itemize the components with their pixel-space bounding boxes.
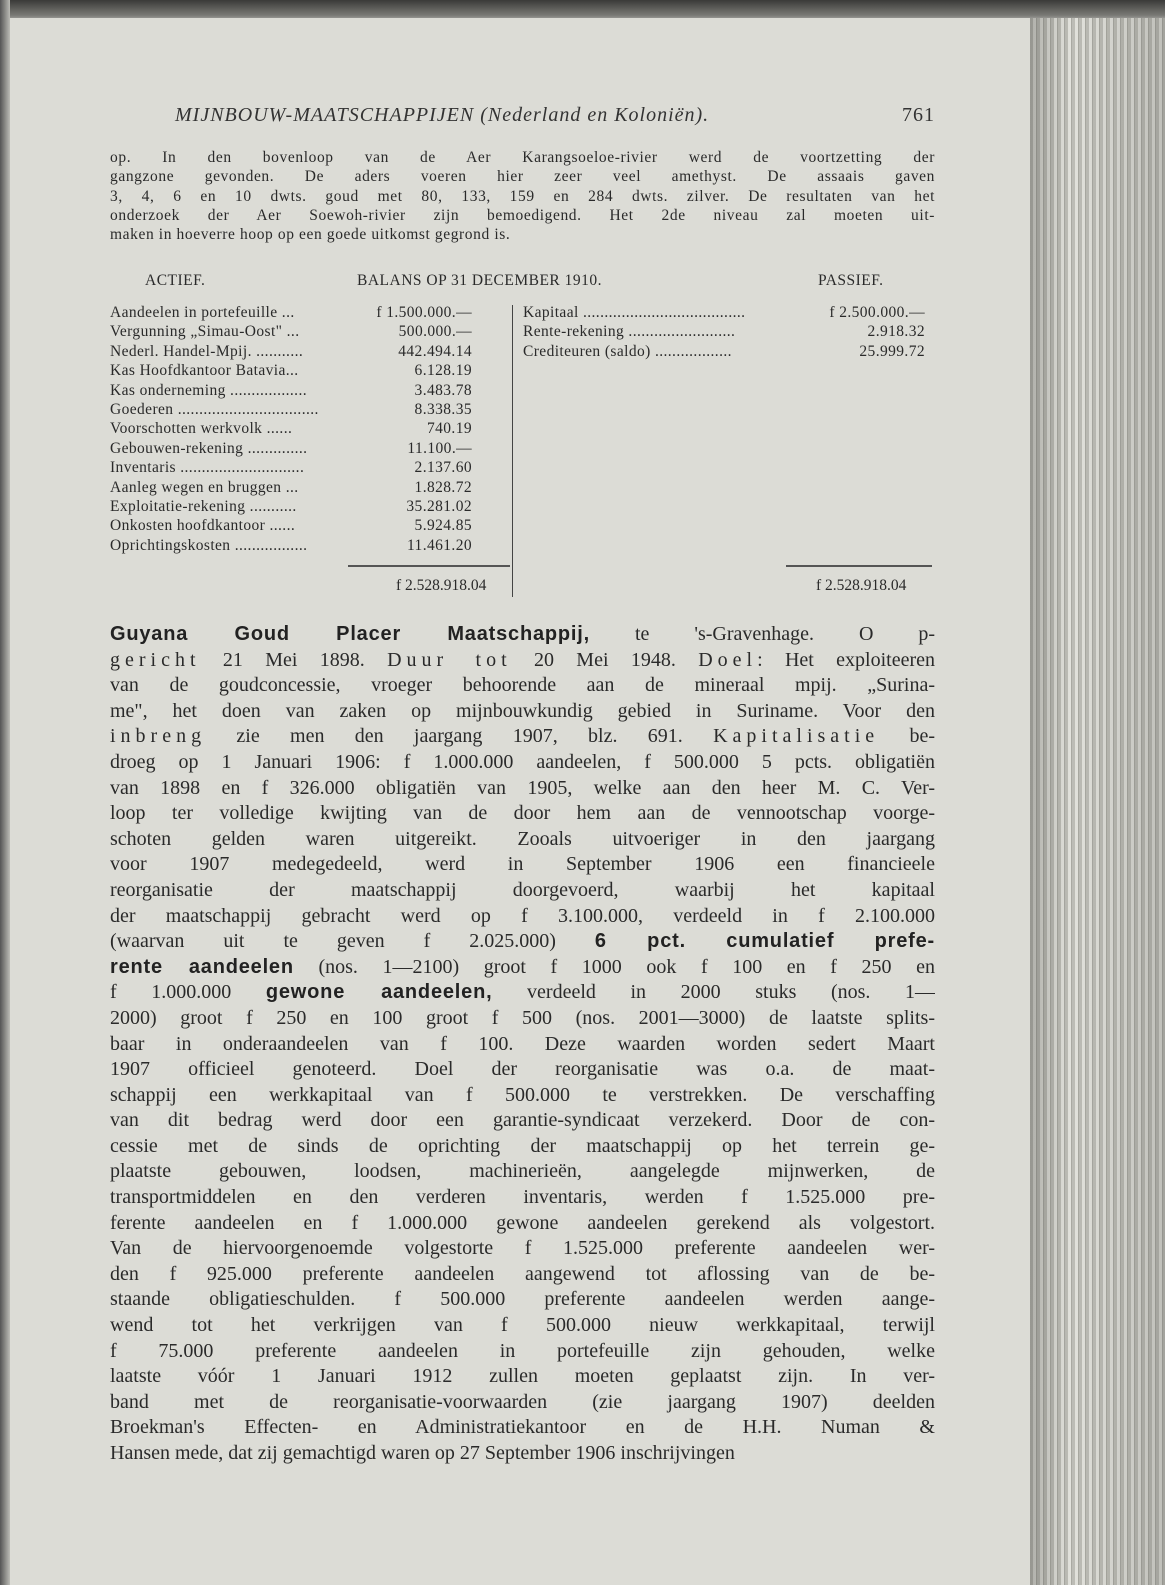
row-amount: 25.999.72 [859,342,925,360]
text-segment: band met de reorganisatie-voorwaarden (zie jaargang 1907) deelden [110,1390,935,1413]
row-label: Kas onderneming .................. [110,381,307,399]
row-label: Oprichtingskosten ................. [110,536,308,554]
header-title: MIJNBOUW-MAATSCHAPPIJEN (Nederland en Koloniën). [175,104,710,126]
text-segment: be- [879,725,935,748]
actief-row [110,322,472,341]
text-segment: (waarvan uit te geven f 2.025.000) [110,930,595,953]
body-line [110,1211,935,1237]
body-line [110,1415,935,1441]
row-label: Gebouwen-rekening .............. [110,439,308,457]
row-amount: 500.000.— [398,323,472,341]
actief-heading: ACTIEF. [145,272,206,289]
text-segment: me", het doen van zaken op mijnbouwkundig gebied in Suriname. Voor den [110,699,935,722]
body-line [110,776,935,802]
passief-table [523,303,925,361]
body-line [110,750,935,776]
body-line [110,1390,935,1416]
text-segment: Hansen mede, dat zij gemachtigd waren op 27 September 1906 inschrijvingen [110,1442,735,1464]
text-segment: 20 Mei 1948. [511,648,699,671]
actief-row [110,419,472,438]
row-amount: 2.137.60 [414,459,472,477]
balance-title: BALANS OP 31 DECEMBER 1910. [357,272,603,289]
intro-line: onderzoek der Aer Soewoh-rivier zijn bemoedigend. Het 2de niveau zal moeten uit- [110,206,935,224]
text-segment: den f 925.000 preferente aandeelen aangewend tot aflossing van de be- [110,1262,935,1285]
text-segment: baar in onderaandeelen van f 100. Deze waarden worden sedert Maart [110,1032,935,1055]
text-segment: (nos. 1—2100) groot f 1000 ook f 100 en f 250 en [293,955,935,978]
passief-row [523,322,925,341]
row-amount: 740.19 [426,420,472,438]
actief-row [110,439,472,458]
passief-row [523,303,925,322]
text-segment: loop ter volledige kwijting van de door hem aan de vennootschap voorge- [110,802,935,825]
row-amount: 1.828.72 [414,478,472,496]
actief-row [110,497,472,516]
intro-line: maken in hoeverre hoop op een goede uitkomst gegrond is. [110,226,511,244]
actief-row [110,342,472,361]
passief-heading: PASSIEF. [818,272,884,289]
text-segment: f 1.000.000 [110,981,266,1004]
body-line [110,1441,935,1467]
text-segment: staande obligatieschulden. f 500.000 preferente aandeelen werden aange- [110,1288,935,1311]
body-line [110,1032,935,1058]
bold-term: rente aandeelen [110,955,294,978]
text-segment: van de goudconcessie, vroeger behoorende aan de mineraal mpij. „Surina- [110,674,935,697]
text-segment: transportmiddelen en den verderen inventaris, werden f 1.525.000 pre- [110,1186,935,1209]
body-line [110,1364,935,1390]
text-segment: 21 Mei 1898. [200,648,388,671]
intro-paragraph [110,148,935,244]
row-label: Voorschotten werkvolk ...... [110,420,293,438]
body-line [110,673,935,699]
body-line [110,980,935,1006]
body-line [110,1083,935,1109]
actief-row [110,516,472,535]
page-stack-edge [1030,18,1165,1585]
text-segment: plaatste gebouwen, loodsen, machinerieën, aangelegde mijnwerken, de [110,1160,935,1183]
text-segment: schappij een werkkapitaal van f 500.000 te verstrekken. De verschaffing [110,1083,935,1106]
body-line [110,1057,935,1083]
running-header [175,104,935,127]
body-line [110,852,935,878]
body-line [110,1313,935,1339]
row-amount: f 2.500.000.— [829,304,925,321]
row-amount: 6.128.19 [414,362,472,380]
row-label: Crediteuren (saldo) .................. [523,342,732,360]
body-line [110,801,935,827]
actief-row [110,361,472,380]
bold-term: gewone aandeelen, [265,981,493,1004]
company-entry-guyana-goud-placer [110,622,935,1467]
row-amount: 2.918.32 [867,323,925,341]
row-label: Kas Hoofdkantoor Batavia... [110,362,299,380]
actief-row [110,478,472,497]
page-number: 761 [902,104,935,126]
actief-row [110,381,472,400]
text-segment: Van de hiervoorgenoemde volgestorte f 1.525.000 preferente aandeelen wer- [110,1237,935,1260]
body-line [110,1108,935,1134]
actief-sum-rule [348,565,510,567]
row-amount: 11.461.20 [406,536,472,554]
text-segment: verdeeld in 2000 stuks (nos. 1— [492,981,935,1004]
row-label: Inventaris ............................. [110,459,305,477]
text-segment: droeg op 1 Januari 1906: f 1.000.000 aandeelen, f 500.000 5 pcts. obligatiën [110,750,935,773]
actief-total: f 2.528.918.04 [396,577,487,594]
text-segment: schoten gelden waren uitgereikt. Zooals uitvoeriger in den jaargang [110,827,935,850]
row-amount: 442.494.14 [398,342,472,360]
row-label: Aandeelen in portefeuille ... [110,304,295,321]
row-label: Kapitaal ...................................... [523,304,746,321]
body-line [110,1185,935,1211]
passief-row [523,342,925,361]
text-segment: voor 1907 medegedeeld, werd in September 1906 een financieele [110,853,935,876]
text-segment: zie men den jaargang 1907, blz. 691. [206,725,714,748]
row-amount: 8.338.35 [414,400,472,418]
text-segment: f 75.000 preferente aandeelen in portefeuille zijn gehouden, welke [110,1339,935,1362]
actief-row [110,536,472,555]
passief-total: f 2.528.918.04 [816,577,907,594]
row-label: Aanleg wegen en bruggen ... [110,478,299,496]
text-segment: laatste vóór 1 Januari 1912 zullen moeten geplaatst zijn. In ver- [110,1365,935,1388]
row-label: Onkosten hoofdkantoor ...... [110,517,296,535]
text-segment: ferente aandeelen en f 1.000.000 gewone aandeelen gerekend als volgestort. [110,1211,935,1234]
bold-term: 6 pct. cumulatief prefe- [594,930,935,953]
row-label: Goederen ................................. [110,400,319,418]
actief-row [110,458,472,477]
text-segment: 1907 officieel genoteerd. Doel der reorganisatie was o.a. de maat- [110,1058,935,1081]
actief-row [110,303,472,322]
row-label: Exploitatie-rekening ........... [110,497,297,515]
text-segment: van 1898 en f 326.000 obligatiën van 1905, welke aan den heer M. C. Ver- [110,776,935,799]
row-amount: 35.281.02 [406,497,472,515]
spaced-keyword: inbreng [110,725,207,748]
actief-row [110,400,472,419]
body-line [110,929,935,955]
body-line [110,1339,935,1365]
passief-sum-rule [786,565,932,567]
row-amount: 11.100.— [407,439,472,457]
column-divider [512,305,513,597]
body-line [110,955,935,981]
text-segment: te 's-Gravenhage. O p- [590,623,935,645]
body-line [110,724,935,750]
row-amount: 5.924.85 [414,517,472,535]
text-segment: 2000) groot f 250 en 100 groot f 500 (nos. 2001—3000) de laatste splits- [110,1006,935,1029]
text-segment: Broekman's Effecten- en Administratiekantoor en de H.H. Numan & [110,1416,935,1439]
body-line [110,622,935,648]
body-line [110,699,935,725]
text-segment: : Het exploiteeren [757,648,935,671]
row-amount: f 1.500.000.— [376,304,472,321]
text-segment: van dit bedrag werd door een garantie-syndicaat verzekerd. Door de con- [110,1109,935,1132]
text-segment: reorganisatie der maatschappij doorgevoerd, waarbij het kapitaal [110,878,935,901]
row-label: Nederl. Handel-Mpij. ........... [110,342,304,360]
bold-term: Guyana Goud Placer Maatschappij, [110,623,590,645]
body-line [110,1006,935,1032]
body-line [110,1134,935,1160]
body-line [110,904,935,930]
body-line [110,1159,935,1185]
spaced-keyword: gericht [110,648,201,671]
intro-line: gangzone gevonden. De aders voeren hier zeer veel amethyst. De assaais gaven [110,168,935,186]
intro-line: op. In den bovenloop van de Aer Karangsoeloe-rivier werd de voortzetting der [110,149,935,166]
spaced-keyword: Duur tot [387,648,512,671]
body-line [110,1287,935,1313]
text-segment: wend tot het verkrijgen van f 500.000 nieuw werkkapitaal, terwijl [110,1314,935,1337]
body-line [110,648,935,674]
text-segment: cessie met de sinds de oprichting der maatschappij op het terrein ge- [110,1134,935,1157]
actief-table [110,303,472,555]
body-line [110,1236,935,1262]
row-label: Vergunning „Simau-Oost" ... [110,323,300,341]
body-line [110,1262,935,1288]
spaced-keyword: Kapitalisatie [713,725,880,748]
intro-line: 3, 4, 6 en 10 dwts. goud met 80, 133, 159 en 284 dwts. zilver. De resultaten van het [110,187,935,205]
scan-left-edge [0,0,10,1585]
spaced-keyword: Doel [698,648,758,671]
row-label: Rente-rekening ......................... [523,323,736,341]
body-line [110,878,935,904]
row-amount: 3.483.78 [414,381,472,399]
body-line [110,827,935,853]
text-segment: der maatschappij gebracht werd op f 3.100.000, verdeeld in f 2.100.000 [110,904,935,927]
